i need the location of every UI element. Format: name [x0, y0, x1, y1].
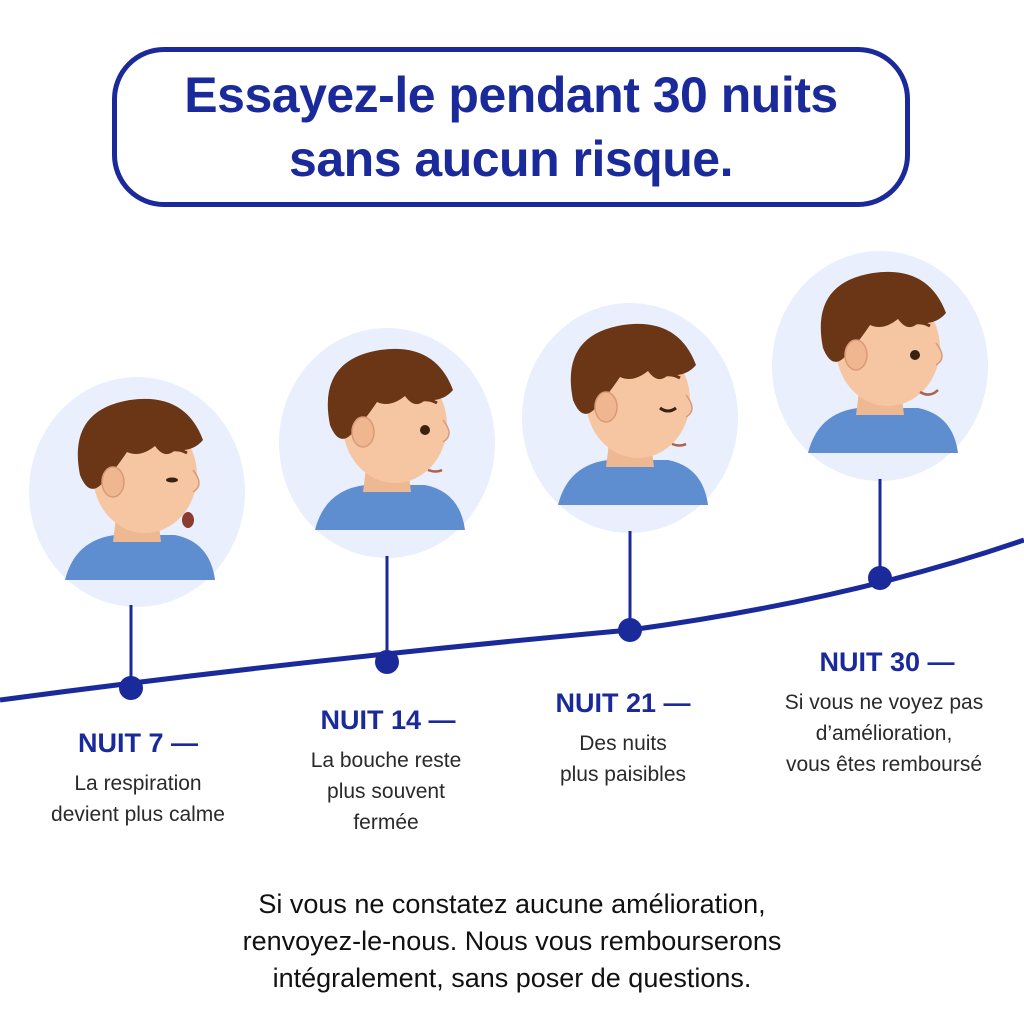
step-3-description: Des nuits plus paisibles [559, 732, 687, 786]
step-4-illustration [772, 251, 988, 481]
step-2-title: NUIT 14 — [320, 705, 456, 735]
step-1-description: La respiration devient plus calme [51, 772, 225, 826]
headline-line-2: sans aucun risque. [289, 131, 733, 187]
step-1-illustration [29, 377, 245, 607]
step-2-marker [375, 650, 399, 674]
step-3-title: NUIT 21 — [555, 688, 691, 718]
step-2-illustration [279, 328, 495, 558]
guarantee-text [112, 886, 912, 997]
guarantee-line-2: renvoyez-le-nous. Nous vous rembourserons [242, 926, 782, 956]
step-4-marker [868, 566, 892, 590]
guarantee-line-1: Si vous ne constatez aucune amélioration, [258, 889, 766, 919]
headline-line-1: Essayez-le pendant 30 nuits [184, 67, 838, 123]
step-4-description: Si vous ne voyez pas d’amélioration, vous êtes remboursé [784, 691, 984, 776]
step-1-title: NUIT 7 — [77, 728, 198, 758]
step-3-marker [618, 618, 642, 642]
step-4-title: NUIT 30 — [819, 647, 955, 677]
step-2-description: La bouche reste plus souvent fermée [310, 749, 462, 834]
guarantee-line-3: intégralement, sans poser de questions. [272, 963, 752, 993]
step-1-marker [119, 676, 143, 700]
step-3-illustration [522, 303, 738, 533]
